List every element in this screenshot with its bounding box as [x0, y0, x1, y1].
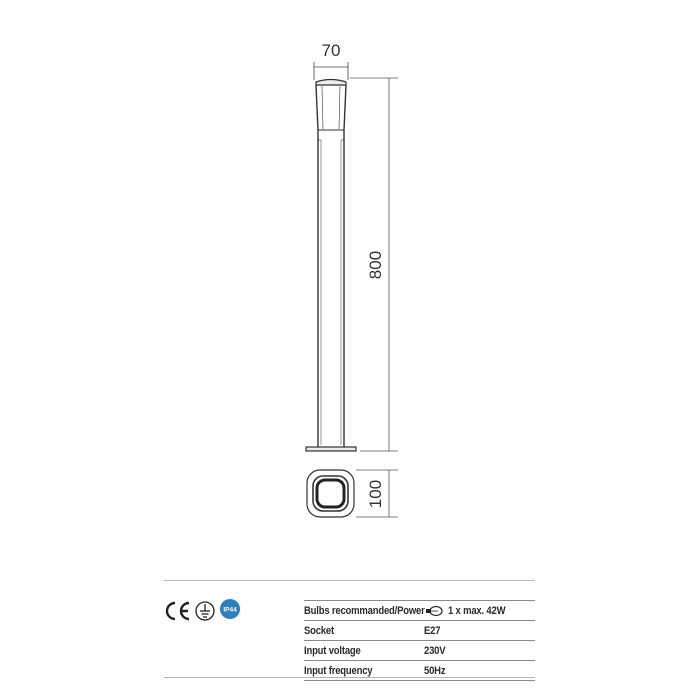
spec-value-frequency-text: 50Hz [424, 664, 446, 677]
base-top-view [307, 470, 354, 517]
spec-value-bulbs-text: 1 x max. 42W [448, 604, 506, 617]
spec-value-frequency [424, 665, 449, 677]
class-1-earth-icon [196, 602, 214, 620]
bulb-icon [424, 605, 444, 617]
spec-value-voltage-text: 230V [424, 644, 446, 657]
height-label: 800 [366, 250, 385, 280]
table-row [304, 621, 535, 641]
table-row [304, 600, 535, 621]
ce-mark-icon [167, 603, 189, 619]
spec-label-voltage: Input voltage [304, 644, 361, 657]
table-row [304, 641, 535, 661]
spec-value-socket-text: E27 [424, 624, 441, 637]
spec-label-bulbs: Bulbs recommanded/Power [304, 604, 425, 617]
base-label: 100 [366, 479, 385, 509]
spec-value-bulbs [424, 605, 515, 617]
table-row [304, 661, 535, 681]
ip44-badge-icon [220, 599, 240, 619]
svg-text:IP44: IP44 [223, 606, 237, 614]
separator-top [164, 580, 535, 581]
spec-label-socket: Socket [304, 624, 334, 637]
spec-value-socket [424, 625, 443, 637]
certification-marks [163, 598, 253, 624]
lamp-base-plate [306, 447, 356, 451]
lamp-head [316, 80, 346, 131]
width-dimension [314, 62, 348, 80]
spec-table [304, 600, 535, 681]
spec-label-frequency: Input frequency [304, 664, 373, 677]
lamp-pole [318, 130, 344, 447]
spec-value-voltage [424, 645, 449, 657]
width-label: 70 [321, 41, 341, 60]
